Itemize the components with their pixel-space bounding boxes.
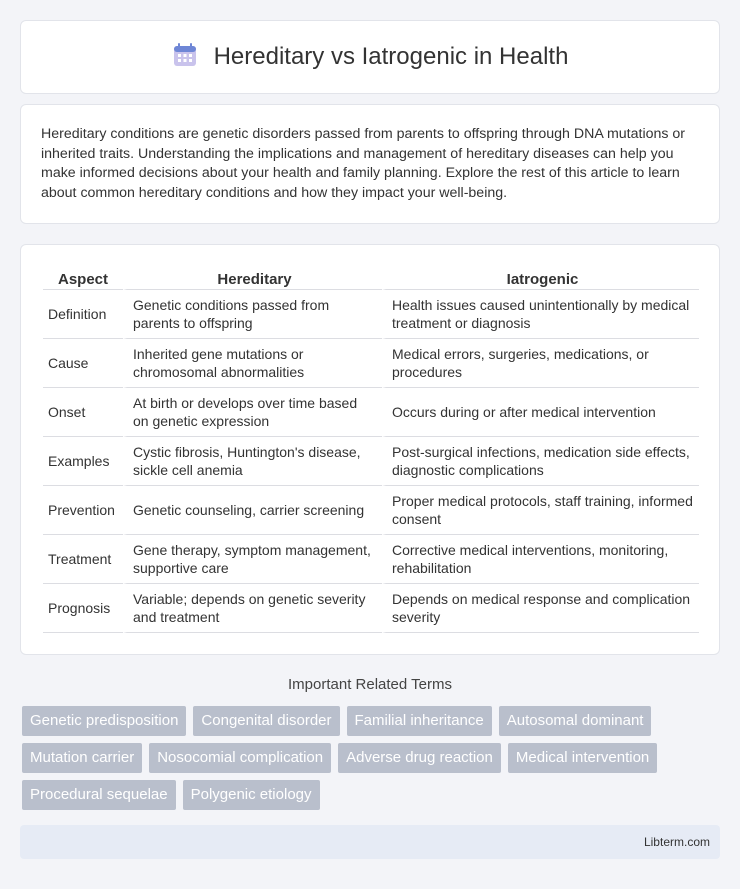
table-row (43, 535, 699, 584)
hereditary-cell: Variable; depends on genetic severity and treatment (123, 584, 382, 633)
header-hereditary: Hereditary (123, 265, 382, 290)
related-tags (22, 706, 722, 810)
table-row (43, 339, 699, 388)
tag-medical-intervention[interactable]: Medical intervention (508, 743, 657, 773)
aspect-cell: Examples (43, 437, 123, 486)
aspect-cell: Prevention (43, 486, 123, 535)
iatrogenic-cell: Occurs during or after medical intervention (382, 388, 699, 437)
table-row (43, 388, 699, 437)
hereditary-cell: Genetic counseling, carrier screening (123, 486, 382, 535)
table-header-row (43, 265, 699, 290)
page-title: Hereditary vs Iatrogenic in Health (213, 43, 569, 70)
iatrogenic-cell: Medical errors, surgeries, medications, or procedures (382, 339, 699, 388)
intro-text: Hereditary conditions are genetic disorders passed from parents to offspring through DNA mutations or inherited traits. Understanding the implications and management of hereditary diseases can help you make informed decisions about your health and family planning. Explore the rest of this article to learn about common hereditary conditions and how they impact your well-being. (41, 126, 686, 201)
hereditary-cell: Cystic fibrosis, Huntington's disease, sickle cell anemia (123, 437, 382, 486)
related-terms-title: Important Related Terms (288, 676, 452, 693)
table-row (43, 584, 699, 633)
hereditary-cell: At birth or develops over time based on genetic expression (123, 388, 382, 437)
hereditary-cell: Inherited gene mutations or chromosomal abnormalities (123, 339, 382, 388)
tag-genetic-predisposition[interactable]: Genetic predisposition (22, 706, 186, 736)
aspect-cell: Cause (43, 339, 123, 388)
header-card (20, 20, 720, 94)
header-aspect: Aspect (43, 265, 123, 290)
tag-adverse-drug-reaction[interactable]: Adverse drug reaction (338, 743, 501, 773)
tag-mutation-carrier[interactable]: Mutation carrier (22, 743, 142, 773)
aspect-cell: Onset (43, 388, 123, 437)
tag-congenital-disorder[interactable]: Congenital disorder (193, 706, 339, 736)
footer-link[interactable]: Libterm.com (643, 835, 710, 849)
intro-card (20, 104, 720, 224)
calendar-icon (172, 42, 198, 73)
tag-autosomal-dominant[interactable]: Autosomal dominant (499, 706, 652, 736)
hereditary-cell: Genetic conditions passed from parents to offspring (123, 290, 382, 339)
aspect-cell: Definition (43, 290, 123, 339)
table-row (43, 290, 699, 339)
iatrogenic-cell: Health issues caused unintentionally by medical treatment or diagnosis (382, 290, 699, 339)
comparison-table (43, 265, 699, 633)
aspect-cell: Prognosis (43, 584, 123, 633)
iatrogenic-cell: Depends on medical response and complication severity (382, 584, 699, 633)
iatrogenic-cell: Proper medical protocols, staff training, informed consent (382, 486, 699, 535)
iatrogenic-cell: Post-surgical infections, medication side effects, diagnostic complications (382, 437, 699, 486)
tag-nosocomial-complication[interactable]: Nosocomial complication (149, 743, 331, 773)
iatrogenic-cell: Corrective medical interventions, monitoring, rehabilitation (382, 535, 699, 584)
table-row (43, 486, 699, 535)
comparison-card (20, 244, 720, 655)
tag-polygenic-etiology[interactable]: Polygenic etiology (183, 780, 320, 810)
tag-familial-inheritance[interactable]: Familial inheritance (347, 706, 492, 736)
aspect-cell: Treatment (43, 535, 123, 584)
header-iatrogenic: Iatrogenic (382, 265, 699, 290)
footer (20, 825, 720, 859)
tag-procedural-sequelae[interactable]: Procedural sequelae (22, 780, 176, 810)
table-row (43, 437, 699, 486)
hereditary-cell: Gene therapy, symptom management, supportive care (123, 535, 382, 584)
